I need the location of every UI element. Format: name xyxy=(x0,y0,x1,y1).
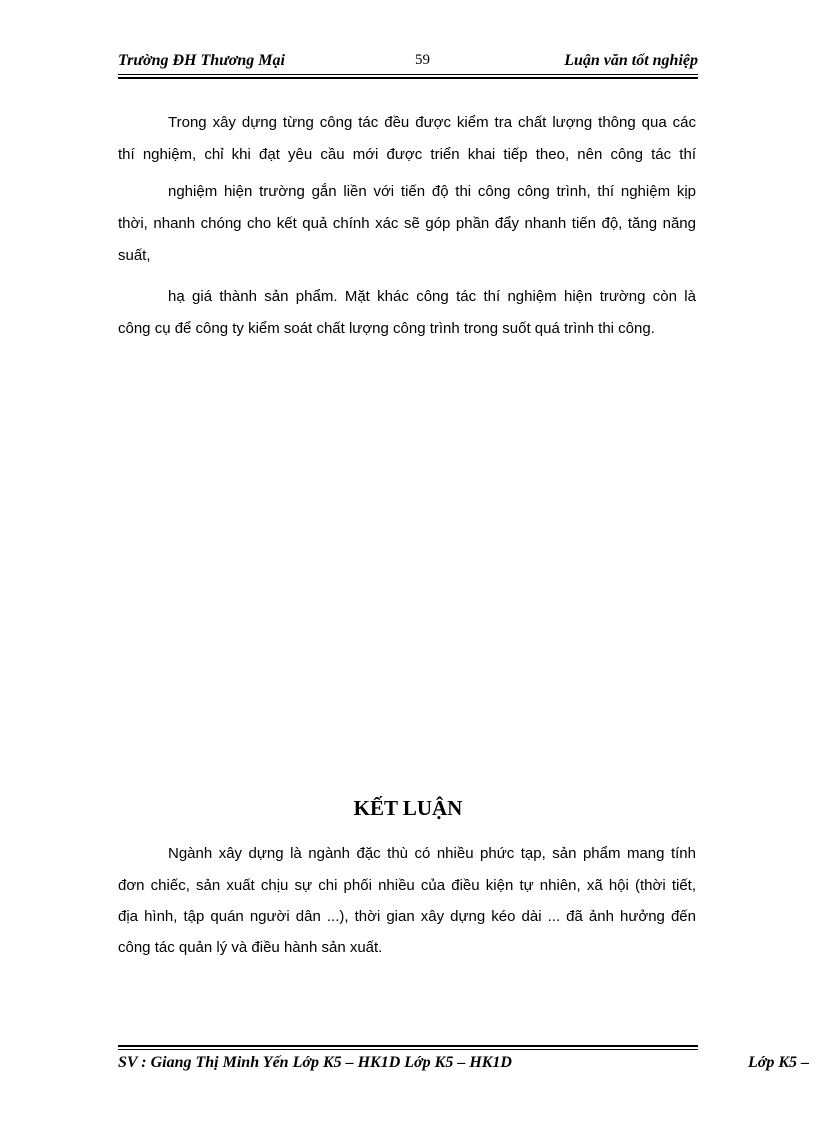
body-line: hạ giá thành sản phẩm. Mặt khác công tác thí nghiệm hiện trường còn là xyxy=(168,288,696,305)
header-school: Trường ĐH Thương Mại xyxy=(118,52,285,69)
body-line: công cụ để công ty kiểm soát chất lượng công trình trong suốt quá trình thi công. xyxy=(118,320,655,337)
page-header xyxy=(118,50,698,74)
header-rule-thick xyxy=(118,77,698,79)
conclusion-title: KẾT LUẬN xyxy=(353,796,463,820)
body-line: suất, xyxy=(118,247,151,264)
body-line: Trong xây dựng từng công tác đều được kiểm tra chất lượng thông qua các xyxy=(168,114,696,131)
conclusion-line: Ngành xây dựng là ngành đặc thù có nhiều phức tạp, sản phẩm mang tính xyxy=(168,845,696,862)
conclusion-line: công tác quản lý và điều hành sản xuất. xyxy=(118,939,383,956)
body-line: nghiệm hiện trường gắn liền với tiến độ thi công công trình, thí nghiệm kịp xyxy=(168,183,696,200)
header-doc-type: Luận văn tốt nghiệp xyxy=(564,52,698,69)
conclusion-line: đơn chiếc, sản xuất chịu sự chi phối nhiều của điều kiện tự nhiên, xã hội (thời tiết, xyxy=(118,877,696,894)
footer-class: Lớp K5 – xyxy=(748,1054,810,1071)
footer-rule-thick xyxy=(118,1045,698,1047)
conclusion-line: địa hình, tập quán người dân ...), thời gian xây dựng kéo dài ... đã ảnh hưởng đến xyxy=(118,908,696,925)
footer-rule-thin xyxy=(118,1049,698,1050)
page-number: 59 xyxy=(415,52,430,68)
footer-student: SV : Giang Thị Minh Yến Lớp K5 – HK1D Lớp K5 – HK1D xyxy=(118,1054,512,1071)
body-line: thí nghiệm, chỉ khi đạt yêu cầu mới được triển khai tiếp theo, nên công tác thí xyxy=(118,146,696,163)
body-line: thời, nhanh chóng cho kết quả chính xác sẽ góp phần đẩy nhanh tiến độ, tăng năng xyxy=(118,215,696,232)
header-rule-thin xyxy=(118,74,698,75)
